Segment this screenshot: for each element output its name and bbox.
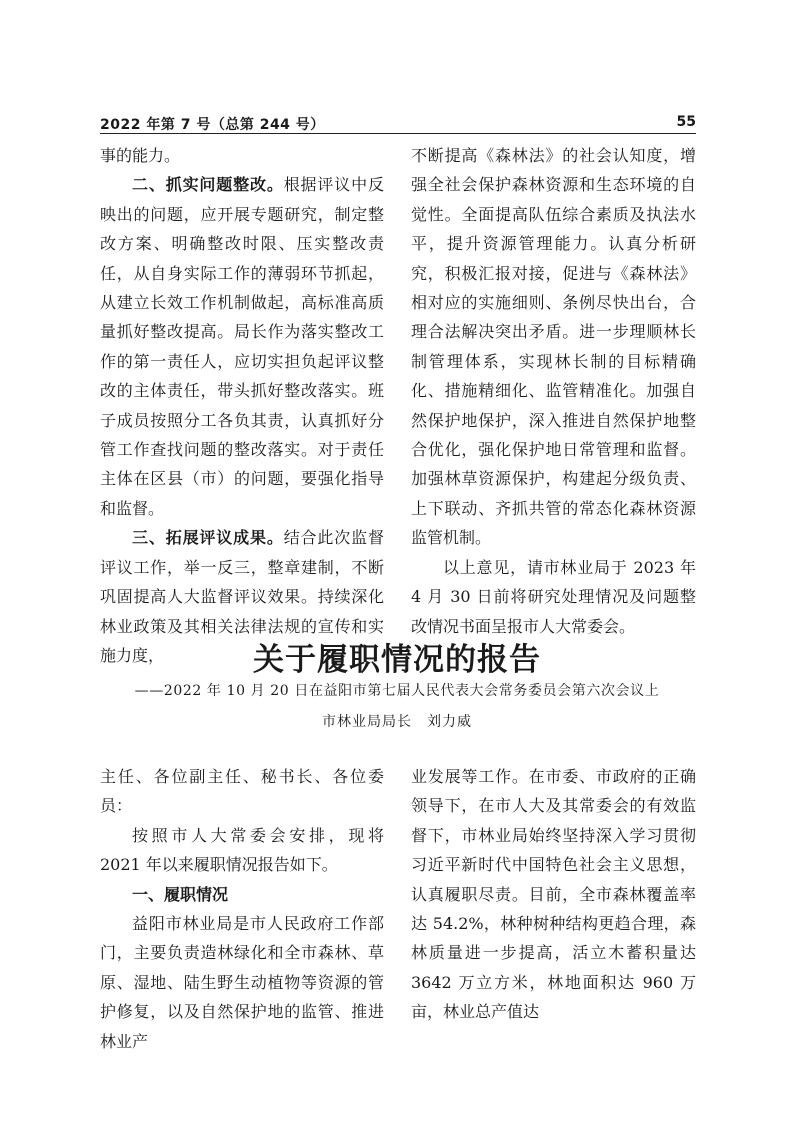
- section-heading: 三、拓展评议成果。: [132, 528, 284, 548]
- lower-left-column: [100, 762, 384, 1056]
- paragraph-text: 根据评议中反映出的问题，应开展专题研究，制定整改方案、明确整改时限、压实整改责任，从自身实际工作的薄弱环节抓起，从建立长效工作机制做起，高标准高质量抓好整改提高。局长作为落实整改工作的第一责任人，应切实担负起评议整改的主体责任，带头抓好整改落实。班子成员按照分工各负其责，认真抓好分管工作查找问题的整改落实。对于责任主体在区县（市）的问题，要强化指导和监督。: [100, 175, 384, 518]
- issue-label: 2022 年第 7 号（总第 244 号）: [100, 117, 325, 133]
- paragraph: 以上意见，请市林业局于 2023 年 4 月 30 日前将研究处理情况及问题整改情况书面呈报市人大常委会。: [411, 557, 696, 636]
- upper-right-column: [411, 141, 696, 641]
- paragraph: 按照市人大常委会安排，现将 2021 年以来履职情况报告如下。: [100, 825, 384, 875]
- paragraph: 业发展等工作。在市委、市政府的正确领导下，在市人大及其常委会的有效监督下，市林业局始终坚持深入学习贯彻习近平新时代中国特色社会主义思想，认真履职尽责。目前，全市森林覆盖率达 54.2%，林种树种结构更趋合理，森林质量进一步提高，活立木蓄积量达 3642 万立方米，林地面积达 960 万亩，林业总产值达: [411, 767, 696, 1022]
- section-heading: 二、抓实问题整改。: [132, 175, 284, 195]
- paragraph-text: 结合此次监督评议工作，举一反三，整章建制，不断巩固提高人大监督评议效果。持续深化林业政策及其相关法律法规的宣传和实施力度，: [100, 528, 384, 665]
- paragraph: [100, 170, 384, 523]
- header-rule: [100, 133, 696, 134]
- paragraph: 事的能力。: [100, 146, 181, 165]
- article-title: 关于履职情况的报告: [253, 642, 541, 678]
- paragraph: 益阳市林业局是市人民政府工作部门，主要负责造林绿化和全市森林、草原、湿地、陆生野生动植物等资源的管护修复，以及自然保护地的监管、推进林业产: [100, 914, 384, 1051]
- paragraph: 不断提高《森林法》的社会认知度，增强全社会保护森林资源和生态环境的自觉性。全面提高队伍综合素质及执法水平，提升资源管理能力。认真分析研究，积极汇报对接，促进与《森林法》相对应的实施细则、条例尽快出台，合理合法解决突出矛盾。进一步理顺林长制管理体系，实现林长制的目标精确化、措施精细化、监管精准化。加强自然保护地保护，深入推进自然保护地整合优化，强化保护地日常管理和监督。加强林草资源保护，构建起分级负责、上下联动、齐抓共管的常态化森林资源监管机制。: [411, 146, 696, 548]
- running-header: [100, 114, 696, 132]
- page-number: 55: [676, 114, 696, 130]
- upper-left-column: [100, 141, 384, 670]
- article-subtitle: ——2022 年 10 月 20 日在益阳市第七届人民代表大会常务委员会第六次会议上: [134, 683, 660, 699]
- article-author: 市林业局局长 刘力威: [322, 714, 472, 730]
- salutation: 主任、各位副主任、秘书长、各位委员：: [100, 767, 384, 816]
- section-heading: 一、履职情况: [132, 884, 229, 904]
- lower-right-column: [411, 762, 696, 1027]
